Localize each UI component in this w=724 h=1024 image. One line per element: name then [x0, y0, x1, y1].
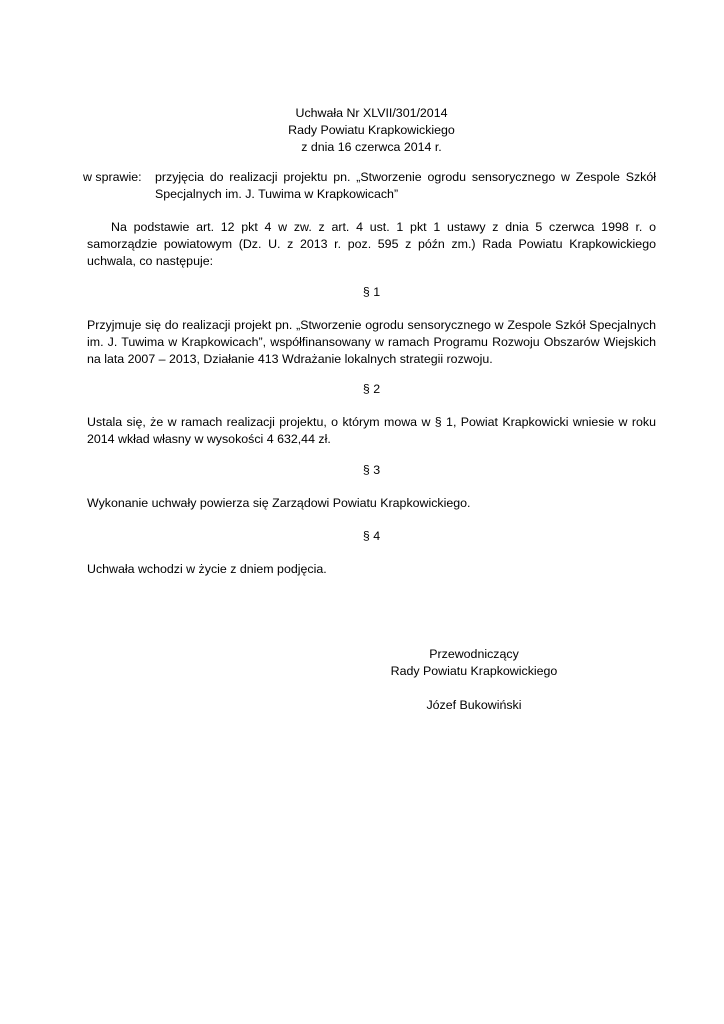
- section-1-mark: § 1: [362, 285, 381, 299]
- legal-basis-paragraph: Na podstawie art. 12 pkt 4 w zw. z art. 4 ust. 1 pkt 1 ustawy z dnia 5 czerwca 1998 r. o samorządzie powiatowym (Dz. U. z 2013 r. poz. 595 z późn zm.) Rada Powiatu Krapkowickiego uchwala, co następuje:: [87, 220, 656, 268]
- section-4-text: Uchwała wchodzi w życie z dniem podjęcia.: [87, 562, 327, 576]
- resolution-date: z dnia 16 czerwca 2014 r.: [301, 140, 442, 154]
- section-1-text: Przyjmuje się do realizacji projekt pn. „Stworzenie ogrodu sensorycznego w Zespole Szkół Specjalnych im. J. Tuwima w Krapkowicach”, współfinansowany w ramach Programu Rozwoju Obszarów Wiejskich na lata 2007 – 2013, Działanie 413 Wdrażanie lokalnych strategii rozwoju.: [87, 318, 656, 366]
- signature-role: Przewodniczący: [429, 647, 519, 661]
- subject-label: w sprawie:: [83, 170, 142, 184]
- signature-block: [368, 646, 580, 714]
- resolution-issuer: Rady Powiatu Krapkowickiego: [288, 123, 455, 137]
- resolution-header: [87, 105, 656, 156]
- section-2-text: Ustala się, że w ramach realizacji projektu, o którym mowa w § 1, Powiat Krapkowicki wniesie w roku 2014 wkład własny w wysokości 4 632,44 zł.: [87, 415, 656, 446]
- resolution-title: Uchwała Nr XLVII/301/2014: [295, 106, 448, 120]
- section-2-mark: § 2: [362, 382, 381, 396]
- signature-name: Józef Bukowiński: [426, 698, 522, 712]
- section-3-mark: § 3: [362, 463, 381, 477]
- section-3-text: Wykonanie uchwały powierza się Zarządowi Powiatu Krapkowickiego.: [87, 496, 471, 510]
- signature-body: Rady Powiatu Krapkowickiego: [390, 664, 558, 678]
- section-4-mark: § 4: [362, 529, 381, 543]
- subject-text: przyjęcia do realizacji projektu pn. „Stworzenie ogrodu sensorycznego w Zespole Szkół Specjalnych im. J. Tuwima w Krapkowicach”: [155, 170, 656, 201]
